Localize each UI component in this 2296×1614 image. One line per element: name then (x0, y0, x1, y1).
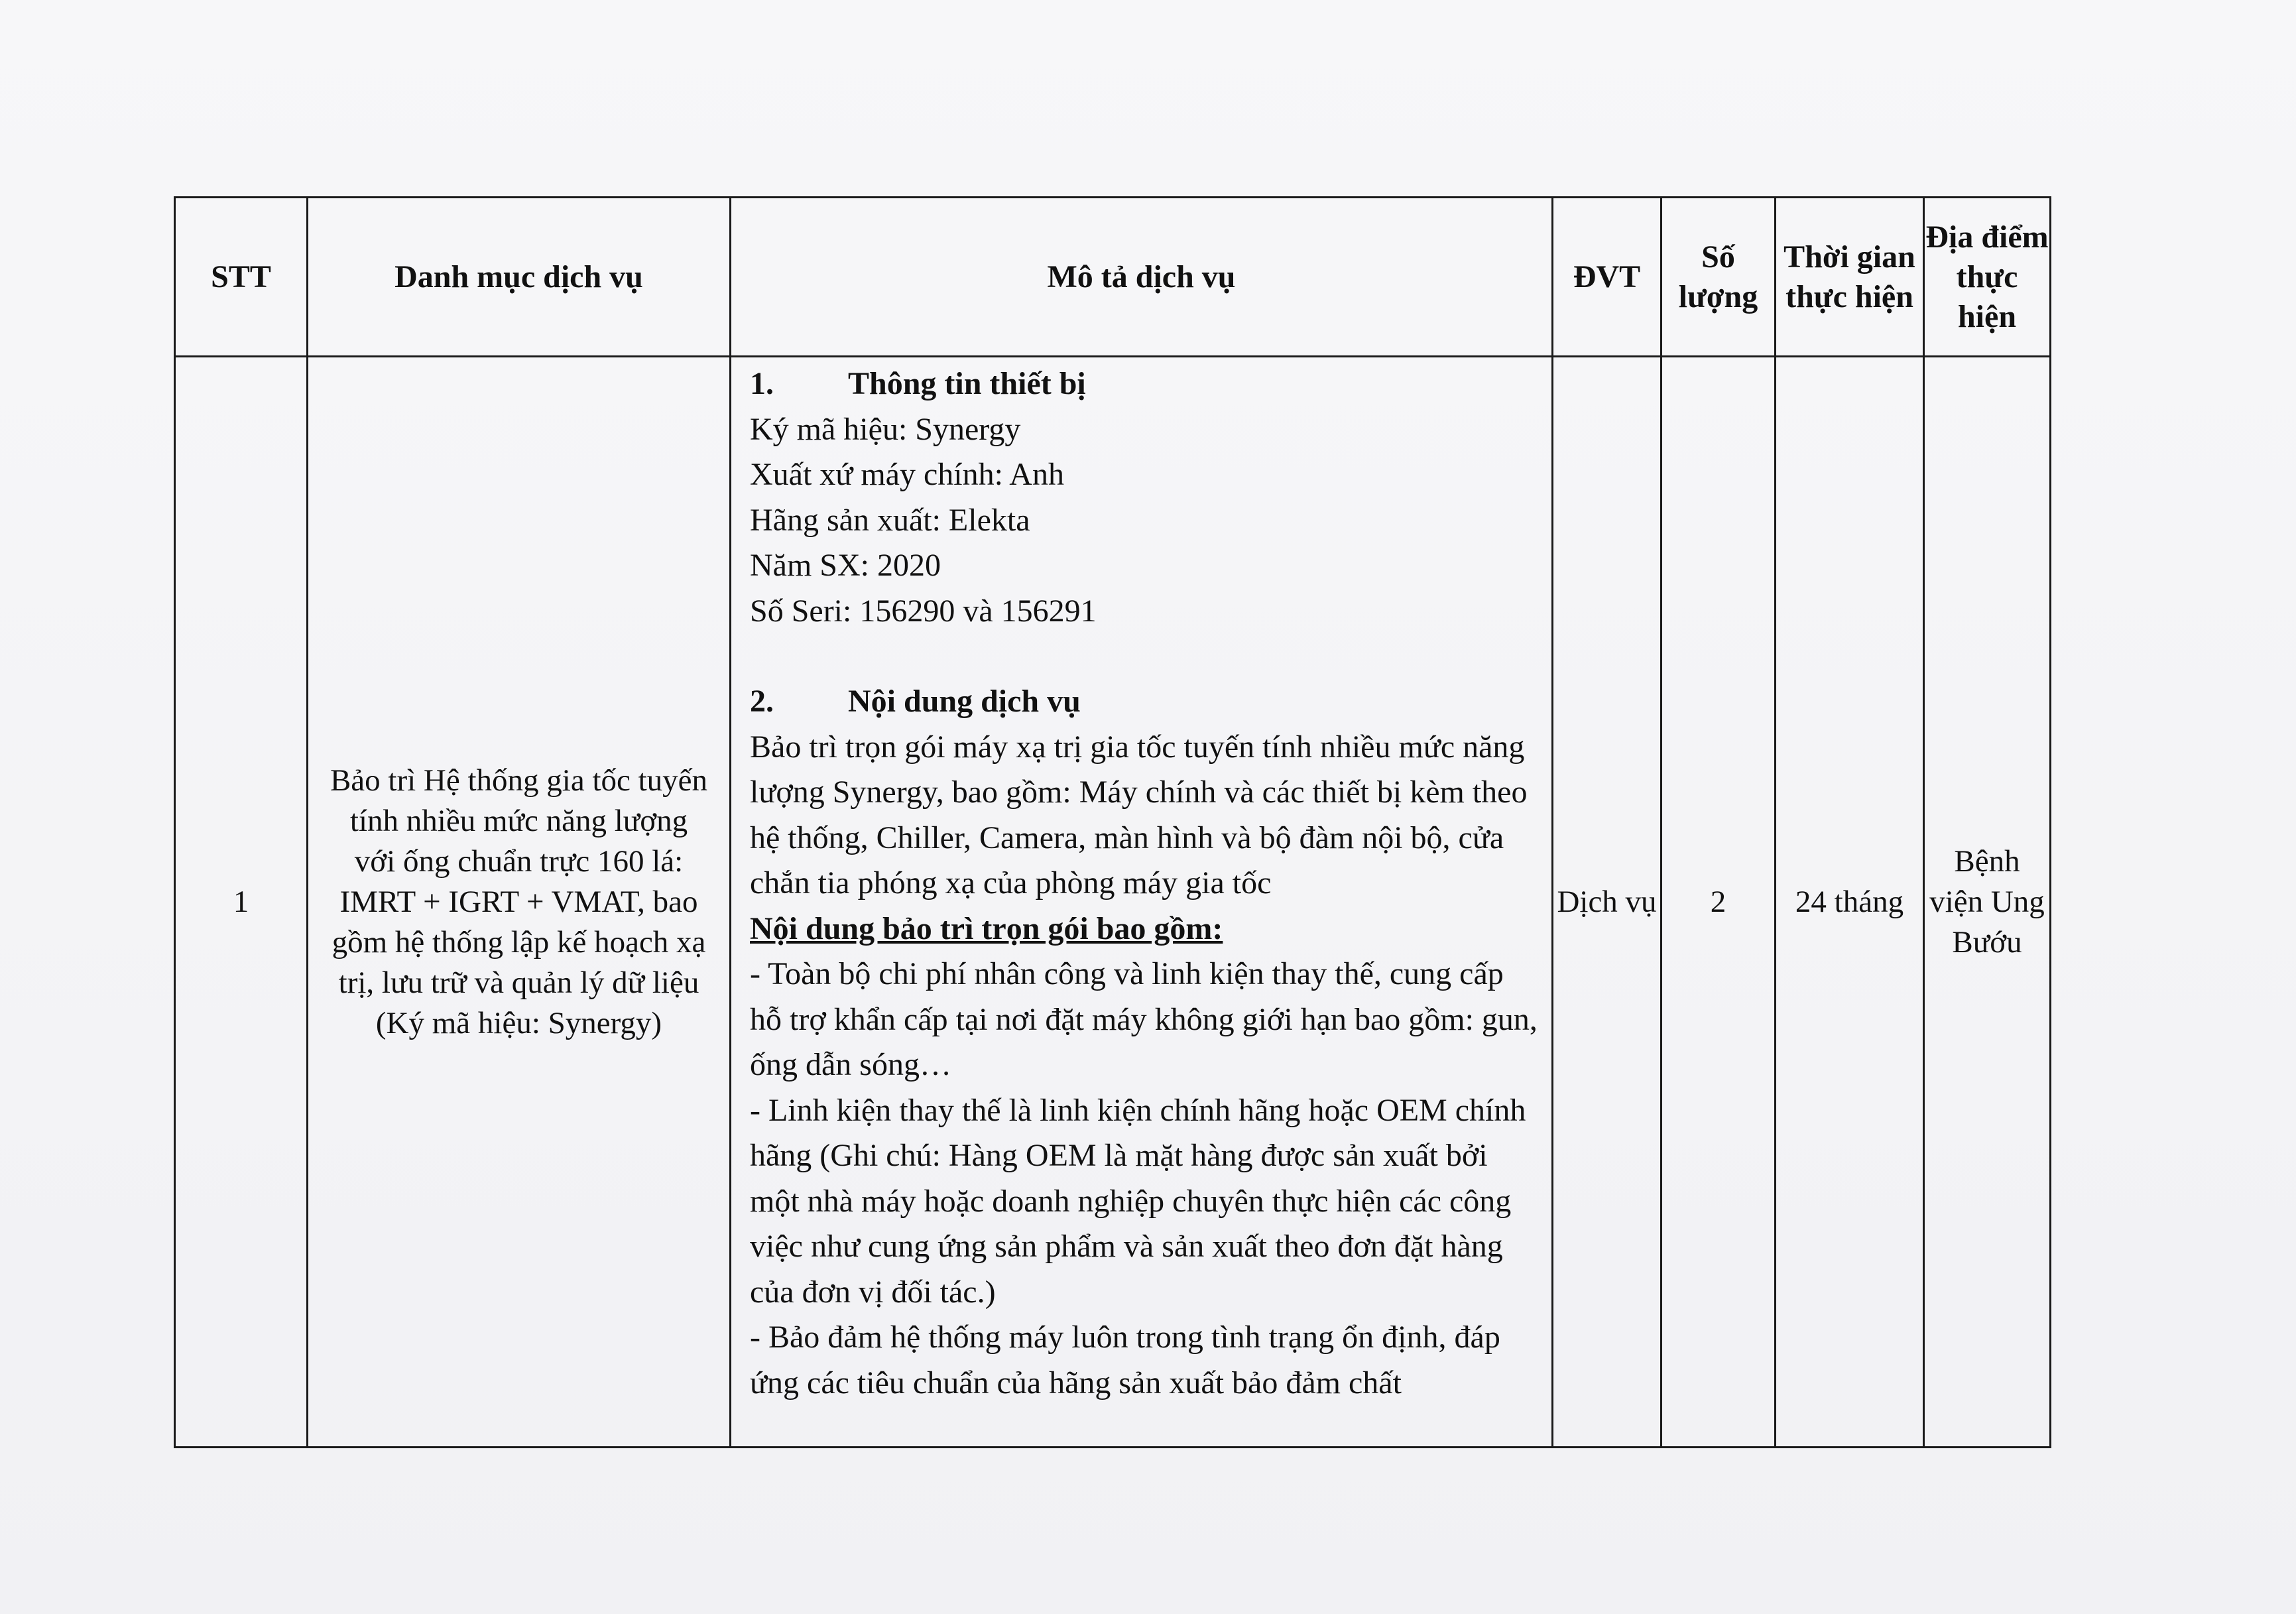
header-service-name: Danh mục dịch vụ (308, 198, 731, 357)
header-service-description: Mô tả dịch vụ (731, 198, 1553, 357)
info-line: Số Seri: 156290 và 156291 (750, 593, 1097, 629)
section-2-heading (750, 679, 1542, 725)
service-table (174, 196, 2051, 1448)
section-1-heading (750, 361, 1542, 407)
table-row (175, 357, 2051, 1448)
header-quantity: Số lượng (1662, 198, 1776, 357)
section-1-title: Thông tin thiết bị (848, 366, 1086, 401)
spacer (750, 634, 1542, 679)
cell-quantity: 2 (1662, 357, 1776, 1448)
cell-duration: 24 tháng (1776, 357, 1924, 1448)
bullet-item: - Linh kiện thay thế là linh kiện chính hãng hoặc OEM chính hãng (Ghi chú: Hàng OEM là mặt hàng được sản xuất bởi một nhà máy hoặc doanh nghiệp chuyên thực hiện các công việc như cung ứng sản phẩm và sản xuất theo đơn đặt hàng của đơn vị đối tác.) (750, 1092, 1526, 1310)
bullet-item: - Bảo đảm hệ thống máy luôn trong tình trạng ổn định, đáp ứng các tiêu chuẩn của hãng sản xuất bảo đảm chất (750, 1320, 1500, 1400)
info-line: Ký mã hiệu: Synergy (750, 411, 1021, 447)
header-unit: ĐVT (1553, 198, 1662, 357)
cell-stt: 1 (175, 357, 308, 1448)
info-line: Xuất xứ máy chính: Anh (750, 457, 1064, 492)
header-duration: Thời gian thực hiện (1776, 198, 1924, 357)
section-1-number: 1. (750, 366, 774, 401)
cell-service-name: Bảo trì Hệ thống gia tốc tuyến tính nhiều mức năng lượng với ống chuẩn trực 160 lá: IMRT + IGRT + VMAT, bao gồm hệ thống lập kế hoạch xạ trị, lưu trữ và quản lý dữ liệu (Ký mã hiệu: Synergy) (308, 357, 731, 1448)
info-line: Năm SX: 2020 (750, 548, 941, 583)
section-2-title: Nội dung dịch vụ (848, 684, 1081, 719)
header-stt: STT (175, 198, 308, 357)
table-header-row (175, 198, 2051, 357)
info-line: Hãng sản xuất: Elekta (750, 502, 1030, 538)
cell-service-description (731, 357, 1553, 1448)
cell-unit: Dịch vụ (1553, 357, 1662, 1448)
cell-location: Bệnh viện Ung Bướu (1924, 357, 2051, 1448)
maintenance-subheading: Nội dung bảo trì trọn gói bao gồm: (750, 910, 1223, 946)
service-intro: Bảo trì trọn gói máy xạ trị gia tốc tuyến tính nhiều mức năng lượng Synergy, bao gồm: Máy chính và các thiết bị kèm theo hệ thống, Chiller, Camera, màn hình và bộ đàm nội bộ, cửa chắn tia phóng xạ của phòng máy gia tốc (750, 729, 1528, 900)
section-2-number: 2. (750, 684, 774, 719)
bullet-item: - Toàn bộ chi phí nhân công và linh kiện thay thế, cung cấp hỗ trợ khẩn cấp tại nơi đặt máy không giới hạn bao gồm: gun, ống dẫn sóng… (750, 956, 1538, 1082)
header-location: Địa điểm thực hiện (1924, 198, 2051, 357)
